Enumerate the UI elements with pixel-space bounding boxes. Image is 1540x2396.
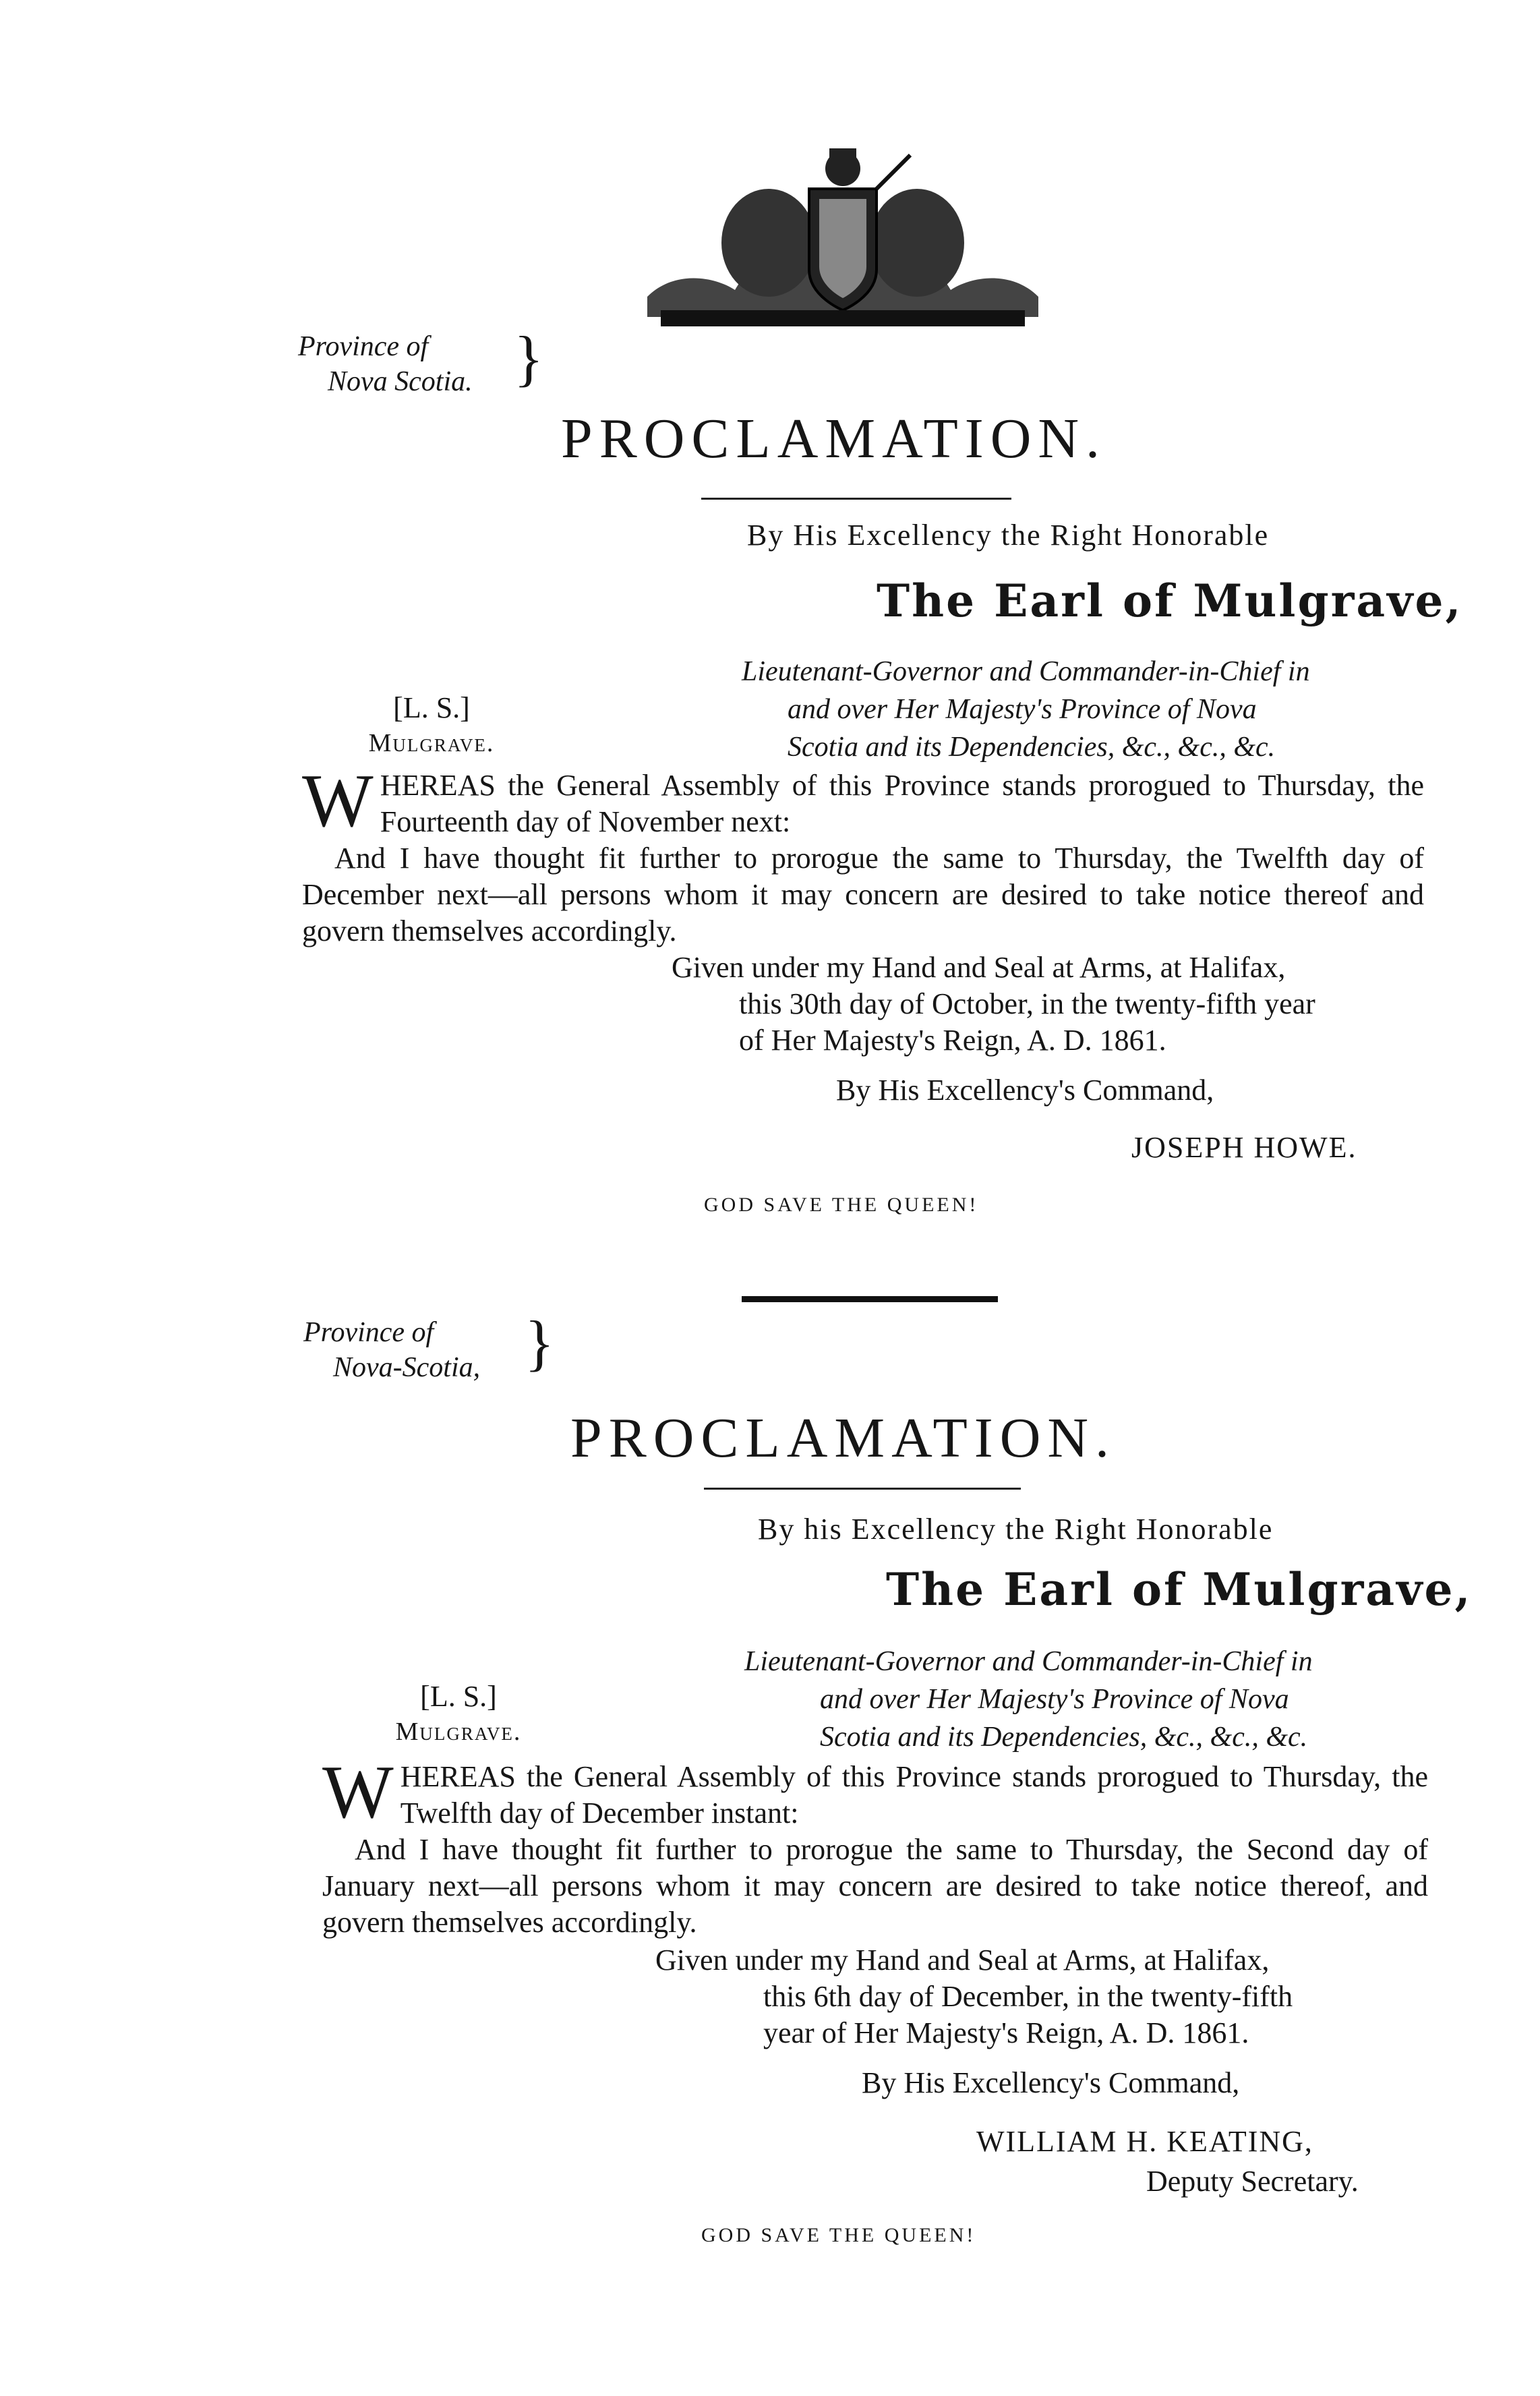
divider-rule: [704, 1488, 1021, 1490]
by-excellency-line: By His Excellency the Right Honorable: [747, 519, 1270, 552]
god-save-the-queen: GOD SAVE THE QUEEN!: [701, 2224, 976, 2246]
section-divider: [742, 1296, 998, 1302]
body-paragraph-2: And I have thought fit further to prorogue the same to Thursday, the Twelfth day of December next—all persons whom it may concern are desired to take notice thereof and govern themselves accordingly.: [302, 842, 1424, 947]
office-line-3: Scotia and its Dependencies, &c., &c., &c.: [788, 732, 1276, 763]
province-line-2: Nova Scotia.: [328, 366, 473, 397]
given-line-3: year of Her Majesty's Reign, A. D. 1861.: [763, 2016, 1249, 2049]
brace-glyph: }: [514, 324, 544, 392]
proclamation-title: PROCLAMATION.: [570, 1407, 1117, 1469]
by-excellency-line: By his Excellency the Right Honorable: [758, 1513, 1274, 1546]
given-line-2: this 30th day of October, in the twenty-fifth year: [739, 987, 1315, 1020]
proclamation-body: [322, 1751, 1428, 1941]
province-line-1: Province of: [303, 1317, 434, 1348]
province-line-1: Province of: [298, 331, 429, 362]
seal-label: [L. S.]: [420, 1680, 497, 1713]
seal-block: [337, 691, 526, 761]
office-line-2: and over Her Majesty's Province of Nova: [788, 694, 1257, 725]
province-label: [298, 329, 473, 399]
proclamation-body: [302, 759, 1424, 949]
seal-block: [364, 1679, 553, 1749]
office-line-1: Lieutenant-Governor and Commander-in-Chief in: [744, 1646, 1313, 1677]
royal-coat-of-arms-image: [634, 142, 1052, 344]
office-line-2: and over Her Majesty's Province of Nova: [820, 1684, 1289, 1715]
given-line-2: this 6th day of December, in the twenty-fifth: [763, 1980, 1293, 2013]
god-save-the-queen: GOD SAVE THE QUEEN!: [704, 1194, 979, 1216]
office-line-3: Scotia and its Dependencies, &c., &c., &c.: [820, 1722, 1308, 1753]
province-label: [303, 1315, 480, 1385]
signatory: WILLIAM H. KEATING,: [976, 2125, 1313, 2158]
seal-signature: Mulgrave.: [395, 1718, 522, 1746]
body-paragraph-1: HEREAS the General Assembly of this Province stands prorogued to Thursday, the Twelfth day of December instant:: [400, 1760, 1428, 1830]
given-line-1: Given under my Hand and Seal at Arms, at Halifax,: [672, 951, 1286, 984]
brace-glyph: }: [525, 1308, 555, 1377]
signatory: JOSEPH HOWE.: [1131, 1131, 1357, 1164]
earl-name: The Earl of Mulgrave,: [877, 575, 1463, 627]
signatory-title: Deputy Secretary.: [1146, 2165, 1359, 2198]
seal-signature: Mulgrave.: [368, 729, 495, 757]
drop-cap: W: [322, 1751, 394, 1834]
command-line: By His Excellency's Command,: [862, 2066, 1240, 2099]
body-paragraph-1: HEREAS the General Assembly of this Province stands prorogued to Thursday, the Fourteenth day of November next:: [380, 769, 1424, 838]
given-line-3: of Her Majesty's Reign, A. D. 1861.: [739, 1024, 1166, 1057]
command-line: By His Excellency's Command,: [836, 1074, 1214, 1107]
seal-label: [L. S.]: [393, 691, 470, 724]
given-line-1: Given under my Hand and Seal at Arms, at Halifax,: [655, 1944, 1270, 1977]
earl-name: The Earl of Mulgrave,: [886, 1563, 1473, 1616]
drop-cap: W: [302, 759, 374, 843]
office-line-1: Lieutenant-Governor and Commander-in-Chief in: [742, 656, 1310, 687]
divider-rule: [701, 498, 1011, 500]
proclamation-title: PROCLAMATION.: [561, 407, 1107, 470]
province-line-2: Nova-Scotia,: [333, 1352, 481, 1383]
body-paragraph-2: And I have thought fit further to prorogue the same to Thursday, the Second day of January next—all persons whom it may concern are desired to take notice thereof, and govern themselves accordingly.: [322, 1833, 1428, 1939]
